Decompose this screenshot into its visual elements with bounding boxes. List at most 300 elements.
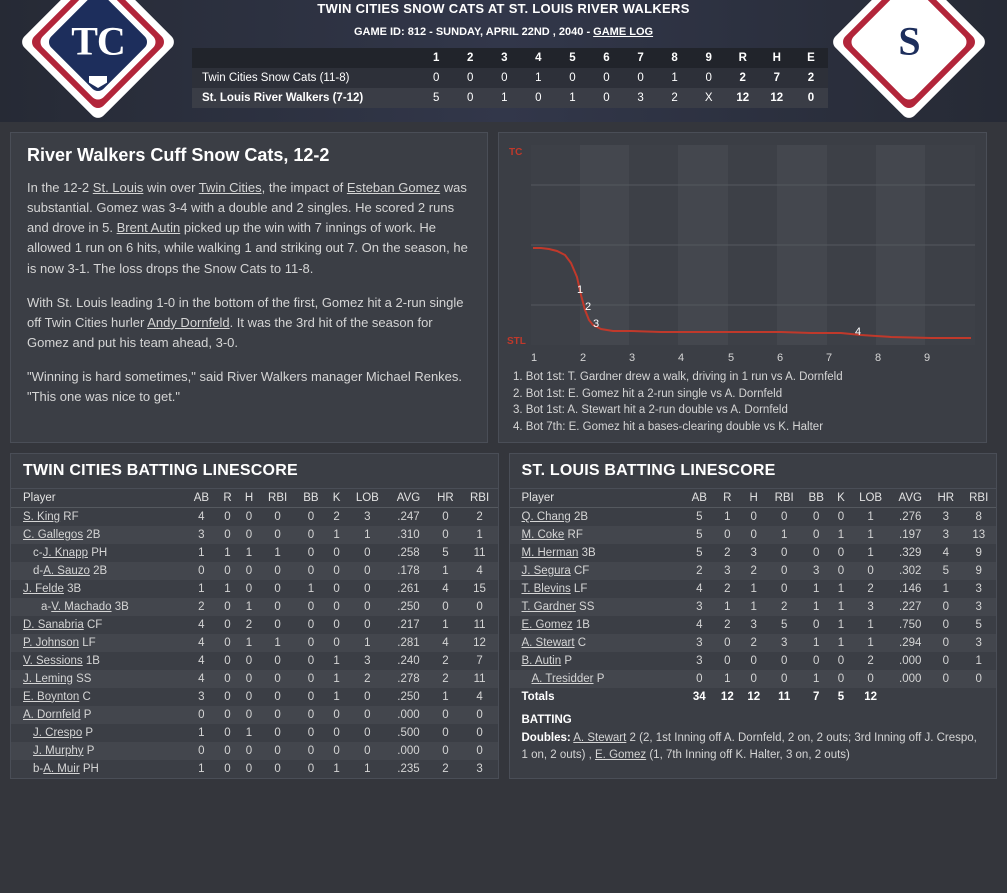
player-link[interactable]: V. Sessions [23,654,83,667]
player-link[interactable]: J. Crespo [33,726,83,739]
stat-hr: 2 [442,654,449,667]
player-cell [510,670,685,688]
stat-hr: 0 [930,634,961,652]
col-player: Player [11,489,186,508]
stat-lob: 0 [347,706,388,724]
stat-rbi: 0 [260,706,296,724]
stat-k: 1 [333,762,340,775]
batting-notes-text: Doubles: A. Stewart 2 (2, 1st Inning off A. Dornfeld, 2 on, 2 outs; 3rd Inning off J. Crespo, 1 on, 2 outs) , E. Gomez (1, 7th Inning off K. Halter, 3 on, 2 outs) [521,732,977,762]
player-cell [510,634,685,652]
player-link-esteban-gomez[interactable]: Esteban Gomez [346,180,441,195]
linescore-col-7: 7 [624,48,658,68]
stat-bb: 0 [813,510,820,523]
stat-hr: 0 [429,598,461,616]
player-link[interactable]: E. Gomez [521,618,573,631]
player-position: 1B [85,654,100,667]
twin-cities-logo-text: TC [71,18,125,64]
stat-lob: 1 [347,526,388,544]
player-cell [11,526,186,544]
stat-h: 0 [238,742,259,760]
stat-season-rbi: 13 [961,526,996,544]
stat-h: 0 [238,562,259,580]
totals-row [510,688,997,706]
player-link[interactable]: B. Autin [521,654,562,667]
win-expectancy-chart [507,141,978,369]
stat-ab: 5 [696,510,703,523]
chart-marker-4: 4 [855,326,862,338]
page-header [0,0,1007,122]
twin-cities-rows [11,507,498,778]
stat-lob: 1 [364,762,371,775]
svg-text:7: 7 [826,352,833,364]
stat-r: 1 [714,670,740,688]
stat-k: 1 [831,634,851,652]
stat-bb: 0 [307,546,315,559]
col-season-rbi: RBI [961,489,996,508]
st-louis-logo-text: S [898,18,920,64]
stat-h: 0 [741,670,767,688]
stat-k: 1 [831,598,851,616]
linescore-errors: 0 [794,88,828,108]
stat-ab: 1 [198,582,205,595]
stat-season-rbi: 11 [473,546,486,559]
player-position: RF [567,528,583,541]
stat-k: 1 [837,618,845,631]
stat-avg: .750 [899,618,922,631]
stat-ab: 3 [186,526,217,544]
stat-ab: 4 [186,634,217,652]
stat-avg: .146 [899,582,922,595]
player-cell [11,616,186,634]
linescore-col-1: 1 [419,48,453,68]
linescore-runs: 2 [726,68,760,88]
linescore-cell: 0 [419,68,453,88]
twin-cities-box-score [10,453,499,779]
player-cell [510,580,685,598]
table-row [510,652,997,670]
svg-text:9: 9 [924,352,931,364]
stat-lob: 1 [851,526,890,544]
stat-rbi: 0 [260,670,296,688]
player-position: PH [82,762,99,775]
stat-avg: .258 [397,546,420,559]
player-link[interactable]: A. Tresidder [531,672,594,685]
twin-cities-logo [18,0,178,98]
stat-r: 0 [217,706,238,724]
recap-paragraph-2: With St. Louis leading 1-0 in the bottom of the first, Gomez hit a 2-run single off Twin Cities hurler Andy Dornfeld. It was the 3rd hit of the season for Gomez and put his team ahead, 3-0. [27,294,464,350]
stat-rbi: 0 [260,562,296,580]
stat-avg: .000 [388,742,429,760]
stat-hr: 0 [942,654,949,667]
player-position: 3B [581,546,596,559]
st-louis-logo [829,0,989,98]
stat-h: 0 [245,510,253,523]
stat-avg: .247 [397,510,420,523]
chart-label-home: STL [507,336,526,347]
stat-k: 0 [831,562,851,580]
player-link-brent-autin[interactable]: Brent Autin [116,220,181,236]
player-link[interactable]: A. Sauzo [43,564,90,577]
player-position: 3B [114,600,129,613]
stat-season-rbi: 5 [975,618,982,631]
table-row [510,580,997,598]
linescore-cell: 1 [521,68,555,88]
stat-r: 0 [217,562,238,580]
col-hr: HR [930,489,961,508]
stat-rbi: 0 [767,670,801,688]
stat-bb: 0 [801,526,831,544]
batting-order-prefix: c- [33,546,43,559]
stat-rbi: 1 [274,546,281,559]
player-link[interactable]: A. Muir [43,762,80,775]
stat-season-rbi: 9 [961,562,996,580]
stat-rbi: 2 [767,598,801,616]
stat-k: 0 [326,562,347,580]
player-link[interactable]: Q. Chang [521,510,571,523]
player-link[interactable]: S. King [23,510,61,523]
stat-lob: 0 [364,690,371,703]
stat-h: 0 [245,654,253,667]
stat-lob: 1 [867,618,874,631]
stat-rbi: 0 [274,654,281,667]
player-link[interactable]: C. Gallegos [23,528,84,541]
svg-text:3: 3 [629,352,636,364]
stat-hr: 3 [942,510,949,523]
player-cell [11,507,186,526]
stat-lob: 0 [851,562,890,580]
stat-ab: 4 [198,654,205,667]
stat-h: 0 [750,510,757,523]
stat-ab: 3 [696,654,703,667]
player-position: PH [91,546,108,559]
stat-season-rbi: 4 [476,690,483,703]
chart-label-away: TC [509,147,523,158]
stat-lob: 0 [851,670,890,688]
linescore-cell: 3 [624,88,658,108]
player-position: SS [76,672,92,685]
stat-bb: 0 [296,742,327,760]
svg-text:1: 1 [531,352,538,364]
table-row [510,616,997,634]
stat-season-rbi: 0 [476,726,483,739]
stat-season-rbi: 2 [476,510,483,523]
stat-lob: 1 [867,546,874,559]
linescore-errors: 2 [794,68,828,88]
win-expectancy-panel [498,132,987,443]
player-position: 2B [86,528,101,541]
stat-h: 0 [245,582,253,595]
col-r: R [714,489,740,508]
total-rbi: 11 [778,690,791,703]
stat-hr: 4 [942,546,949,559]
stat-bb: 0 [813,654,820,667]
linescore-row-away [192,68,828,88]
stat-avg: .197 [890,526,930,544]
player-position: P [86,744,95,757]
linescore-col-6: 6 [589,48,623,68]
stat-season-rbi: 0 [462,706,498,724]
stat-lob: 0 [364,618,371,631]
stat-season-rbi: 8 [975,510,982,523]
stat-bb: 0 [813,618,820,631]
stat-lob: 1 [347,634,388,652]
stat-h: 1 [245,546,253,559]
stat-lob: 2 [347,670,388,688]
stat-r: 1 [714,598,740,616]
player-position: LF [82,636,96,649]
batting-order-prefix: b- [33,762,44,775]
total-lob: 12 [864,690,877,703]
st-louis-box-score [509,453,998,779]
col-k: K [326,489,347,508]
stat-k: 1 [326,526,347,544]
player-link[interactable]: J. Murphy [33,744,84,757]
player-position: C [82,690,91,703]
twin-cities-box-title: TWIN CITIES BATTING LINESCORE [11,454,498,489]
stat-bb: 1 [801,598,831,616]
col-h: H [238,489,259,508]
stat-ab: 5 [696,546,703,559]
player-link[interactable]: A. Stewart [521,636,575,649]
stat-k: 0 [333,582,340,595]
stat-hr: 0 [442,510,449,523]
table-row [510,562,997,580]
stat-r: 0 [724,654,731,667]
stat-ab: 3 [685,634,715,652]
stat-k: 0 [326,706,347,724]
player-cell [11,706,186,724]
player-link[interactable]: D. Sanabria [23,618,84,631]
player-link-andy-dornfeld[interactable]: Andy Dornfeld [147,314,230,330]
player-link-e-gomez[interactable]: E. Gomez [595,749,647,762]
stat-r: 0 [217,742,238,760]
linescore-col-r: R [726,48,760,68]
linescore-team-name: St. Louis River Walkers (7-12) [192,88,419,108]
recap-headline: River Walkers Cuff Snow Cats, 12-2 [27,145,330,165]
linescore-cell: 1 [487,88,521,108]
player-position: P [596,672,605,685]
stat-hr: 0 [429,742,461,760]
stat-rbi: 0 [780,654,788,667]
stat-hr: 1 [429,562,461,580]
player-cell [11,688,186,706]
stat-rbi: 0 [260,598,296,616]
stat-bb: 1 [813,582,820,595]
linescore-cell: 0 [589,68,623,88]
stat-rbi: 0 [274,618,281,631]
stat-hr: 1 [442,690,449,703]
stat-lob: 0 [347,742,388,760]
player-link[interactable]: T. Blevins [521,582,571,595]
col-k: K [831,489,851,508]
table-row [11,742,498,760]
totals-label: Totals [521,690,555,703]
stat-hr: 0 [429,706,461,724]
stat-h: 1 [741,598,767,616]
player-cell [510,616,685,634]
stat-h: 1 [238,634,259,652]
stat-avg: .302 [890,562,930,580]
table-row [11,652,498,670]
player-link[interactable]: E. Boynton [23,690,80,703]
stat-lob: 0 [364,546,371,559]
stat-k: 2 [333,510,340,523]
stat-r: 2 [724,546,731,559]
player-link[interactable]: J. Felde [23,582,64,595]
player-link[interactable]: M. Herman [521,546,579,559]
stat-rbi: 0 [780,546,788,559]
team-link-twin-cities[interactable]: Twin Cities [198,180,262,195]
stat-ab: 4 [696,618,703,631]
stat-hr: 0 [942,618,949,631]
col-rbi: RBI [260,489,296,508]
col-rbi: RBI [767,489,801,508]
player-link[interactable]: J. Leming [23,672,73,685]
stat-h: 0 [741,526,767,544]
batting-notes-header: BATTING [521,713,572,726]
col-ab: AB [685,489,715,508]
linescore-cell: 0 [453,88,487,108]
stat-season-rbi: 12 [462,634,498,652]
player-position: 1B [575,618,590,631]
stat-h: 0 [238,526,259,544]
player-link[interactable]: V. Machado [51,600,112,613]
stat-lob: 0 [364,582,371,595]
stat-ab: 4 [696,582,703,595]
player-position: CF [573,564,590,577]
player-link[interactable]: A. Dornfeld [23,708,81,721]
svg-text:4: 4 [678,352,685,364]
stat-season-rbi: 1 [462,526,498,544]
stat-season-rbi: 4 [462,562,498,580]
stat-avg: .250 [397,690,420,703]
player-cell [11,742,186,760]
player-link-a-stewart[interactable]: A. Stewart [573,732,627,745]
stat-avg: .276 [899,510,922,523]
stat-bb: 0 [307,762,315,775]
linescore-team-name: Twin Cities Snow Cats (11-8) [192,68,419,88]
stat-r: 1 [224,546,231,559]
table-row [11,634,498,652]
col-lob: LOB [851,489,890,508]
player-link[interactable]: T. Gardner [521,600,576,613]
mid-section [0,122,1007,443]
player-cell [510,562,685,580]
stat-avg: .281 [388,634,429,652]
stat-hr: 1 [942,582,949,595]
batting-order-prefix: d- [33,564,44,577]
player-cell [510,526,685,544]
player-cell [510,507,685,526]
total-h: 12 [747,690,761,703]
stat-k: 0 [333,726,340,739]
player-link[interactable]: J. Segura [521,564,571,577]
win-expectancy-note-4: 4. Bot 7th: E. Gomez hit a bases-clearing double vs K. Halter [513,421,824,434]
twin-cities-batting-table [11,489,498,778]
stat-avg: .240 [397,654,420,667]
stat-bb: 1 [801,670,831,688]
table-row [11,688,498,706]
player-position: 2B [573,510,589,523]
stat-rbi: 0 [260,742,296,760]
linescore-cell: 0 [589,88,623,108]
linescore-cell: 5 [419,88,453,108]
recap-panel [10,132,488,443]
st-louis-batting-table [510,489,997,706]
stat-season-rbi: 3 [476,762,483,775]
linescore-table [192,48,828,108]
stat-bb: 0 [307,726,315,739]
stat-k: 0 [837,546,845,559]
game-log-link[interactable]: GAME LOG [593,26,654,38]
player-link[interactable]: M. Coke [521,528,565,541]
table-row [11,598,498,616]
stat-r: 3 [714,562,740,580]
team-link-st-louis[interactable]: St. Louis [92,180,144,195]
player-position: 2B [93,564,108,577]
player-cell [11,760,186,778]
stat-bb: 0 [307,690,315,703]
table-row [11,562,498,580]
stat-r: 0 [224,762,231,775]
player-link[interactable]: J. Knapp [42,546,88,559]
svg-text:2: 2 [580,352,587,364]
player-link[interactable]: P. Johnson [23,636,80,649]
total-ab: 34 [692,690,706,703]
svg-text:5: 5 [728,352,735,364]
total-season-rbi [961,688,996,706]
stat-bb: 0 [296,706,327,724]
linescore-cell: 1 [555,88,589,108]
recap-paragraph-3: "Winning is hard sometimes," said River Walkers manager Michael Renkes. "This one was nice to get." [27,369,463,405]
linescore-cell: 0 [692,68,726,88]
player-cell [510,598,685,616]
stat-bb: 0 [307,618,315,631]
table-row [11,760,498,778]
stat-bb: 0 [296,634,327,652]
stat-lob: 2 [867,582,874,595]
stat-avg: .235 [397,762,420,775]
stat-h: 0 [245,762,253,775]
player-position: P [564,654,573,667]
stat-h: 2 [245,618,253,631]
table-row [11,724,498,742]
stat-k: 1 [333,690,340,703]
table-row [510,598,997,616]
player-cell [510,544,685,562]
stat-ab: 1 [198,762,205,775]
stat-h: 1 [245,726,253,739]
stat-avg: .217 [397,618,420,631]
player-position: C [577,636,587,649]
table-row [510,634,997,652]
stat-avg: .000 [899,654,922,667]
player-cell [11,580,186,598]
linescore-header-row [192,48,828,68]
table-row [11,706,498,724]
stat-k: 0 [326,634,347,652]
stat-rbi: 0 [780,510,788,523]
stat-bb: 0 [813,546,820,559]
linescore-row-home [192,88,828,108]
player-position: 3B [67,582,82,595]
player-cell [11,652,186,670]
stat-avg: .278 [388,670,429,688]
table-row [11,526,498,544]
col-ab: AB [186,489,217,508]
linescore-hits: 7 [760,68,794,88]
stat-ab: 1 [198,726,205,739]
